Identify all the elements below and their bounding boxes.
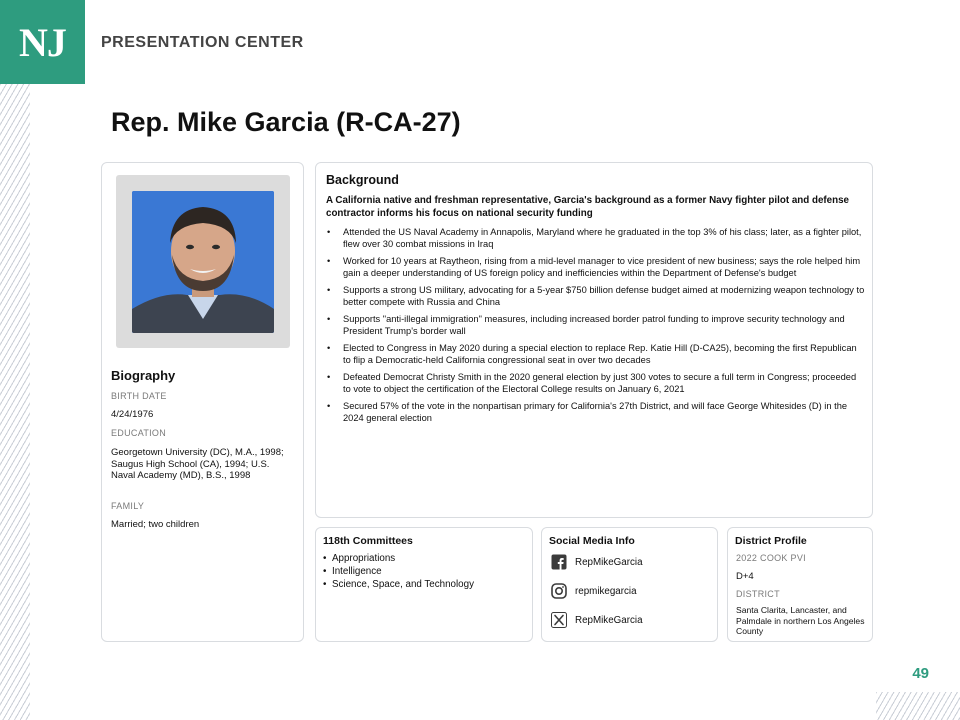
background-heading: Background (326, 173, 399, 187)
family-value: Married; two children (111, 519, 200, 530)
brand-title: PRESENTATION CENTER (101, 34, 304, 51)
x-icon (551, 612, 567, 628)
family-label: FAMILY (111, 501, 145, 511)
committee-item: • Appropriations (323, 552, 474, 565)
committees-heading: 118th Committees (323, 535, 413, 547)
background-bullet: • Defeated Democrat Christy Smith in the 2020 general election by just 300 votes to secure a full term in Congress; proceeded to vote to object the certification of the Electoral College results on January 6, 2021 (326, 371, 866, 395)
district-label: DISTRICT (736, 589, 780, 599)
page-number: 49 (912, 665, 929, 682)
background-panel (315, 162, 873, 518)
portrait-illustration (132, 191, 274, 333)
birth-date-value: 4/24/1976 (111, 409, 154, 420)
biography-panel (101, 162, 304, 642)
instagram-handle: repmikegarcia (575, 585, 637, 597)
instagram-icon (551, 583, 567, 599)
background-bullet: • Attended the US Naval Academy in Annapolis, Maryland where he graduated in the top 3% of his class; later, as a fighter pilot, flew over 30 combat missions in Iraq (326, 226, 866, 250)
district-heading: District Profile (735, 535, 807, 547)
background-bullet: • Elected to Congress in May 2020 during a special election to replace Rep. Katie Hill (D-CA25), becoming the first Republican to flip a Democratic-held California congressional seat in over two decades (326, 342, 866, 366)
background-bullet: • Supports "anti-illegal immigration" measures, including increased border patrol funding to improve security technology and President Trump's border wall (326, 313, 866, 337)
background-bullet: • Worked for 10 years at Raytheon, rising from a mid-level manager to vice president of new business; says the role helped him gain a deeper understanding of US foreign policy and inefficiencies within the Department of Defense's budget (326, 255, 866, 279)
committee-item: • Intelligence (323, 565, 474, 578)
background-bullet: • Secured 57% of the vote in the nonpartisan primary for California's 27th District, and will face George Whitesides (D) in the 2024 general election (326, 400, 866, 424)
education-label: EDUCATION (111, 428, 167, 438)
page-title: Rep. Mike Garcia (R-CA-27) (111, 107, 461, 137)
pvi-label: 2022 COOK PVI (736, 553, 806, 563)
x-handle: RepMikeGarcia (575, 614, 643, 626)
decorative-hatch-left (0, 84, 30, 720)
pvi-value: D+4 (736, 571, 754, 582)
photo-frame (116, 175, 290, 348)
district-panel (727, 527, 873, 642)
education-value: Georgetown University (DC), M.A., 1998; Saugus High School (CA), 1994; U.S. Naval Academy (MD), B.S., 1998 (111, 447, 284, 481)
biography-heading: Biography (111, 368, 176, 383)
background-lead: A California native and freshman representative, Garcia's background as a former Navy fighter pilot and defense contractor informs his focus on national security funding (326, 195, 849, 219)
social-heading: Social Media Info (549, 535, 635, 547)
decorative-hatch-bottom (876, 692, 960, 720)
portrait-photo (132, 191, 274, 333)
background-bullets (326, 226, 866, 429)
district-value: Santa Clarita, Lancaster, and Palmdale in northern Los Angeles County (736, 605, 865, 636)
background-bullet: • Supports a strong US military, advocating for a 5-year $750 billion defense budget aimed at modernizing weapon technology to better compete with Russia and China (326, 284, 866, 308)
committee-item: • Science, Space, and Technology (323, 578, 474, 591)
birth-date-label: BIRTH DATE (111, 391, 167, 401)
committees-panel (315, 527, 533, 642)
facebook-icon (551, 554, 567, 570)
instagram-row[interactable] (551, 582, 637, 600)
social-media-panel (541, 527, 718, 642)
x-row[interactable] (551, 611, 643, 629)
logo-text: NJ (19, 19, 66, 65)
facebook-row[interactable] (551, 553, 643, 571)
committees-list (323, 552, 474, 591)
nj-logo (0, 0, 85, 84)
facebook-handle: RepMikeGarcia (575, 556, 643, 568)
